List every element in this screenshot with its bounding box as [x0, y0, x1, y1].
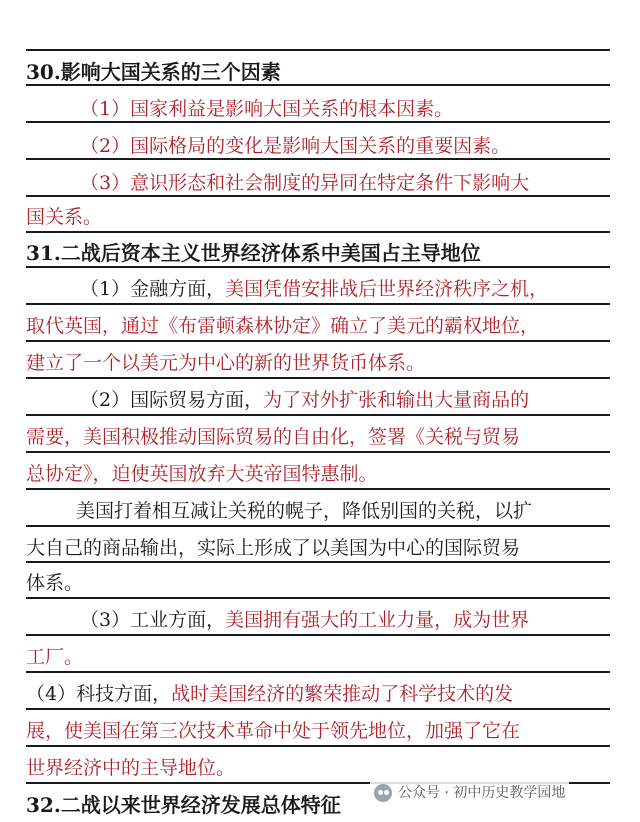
heading-32: 32.二战以来世界经济发展总体特征 — [26, 793, 341, 817]
text-segment: 战时美国经济的繁荣推动了科学技术的发 — [171, 683, 514, 705]
text-segment: 为了对外扩张和输出大量商品的 — [263, 389, 530, 411]
wechat-icon — [374, 784, 392, 802]
text-line: 需要，美国积极推动国际贸易的自由化，签署《关税与贸易 — [26, 426, 521, 448]
text-line: 大自己的商品输出，实际上形成了以美国为中心的国际贸易 — [26, 537, 521, 559]
text-segment: （3）工业方面， — [80, 609, 226, 631]
text-segment: （1）金融方面， — [80, 278, 226, 300]
heading-30: 30.影响大国关系的三个因素 — [26, 60, 281, 84]
text-line: （1）国家利益是影响大国关系的根本因素。 — [80, 98, 454, 120]
text-segment: （2）国际贸易方面， — [80, 389, 264, 411]
text-line: 国关系。 — [26, 206, 103, 228]
text-line: 总协定》，迫使英国放弃大英帝国特惠制。 — [26, 463, 378, 485]
text-segment: 美国拥有强大的工业力量，成为世界 — [225, 609, 530, 631]
watermark-text: 公众号 · 初中历史教学园地 — [398, 785, 566, 801]
text-line — [26, 272, 640, 306]
text-line: 工厂。 — [26, 646, 84, 668]
ruled-line — [26, 49, 610, 51]
text-line — [26, 383, 640, 417]
heading-31: 31.二战后资本主义世界经济体系中美国占主导地位 — [26, 241, 481, 265]
text-line: 美国打着相互减让关税的幌子，降低别国的关税，以扩 — [76, 500, 533, 522]
text-segment: （4）科技方面， — [26, 683, 172, 705]
text-line: （3）意识形态和社会制度的异同在特定条件下影响大 — [80, 172, 530, 194]
text-line: 建立了一个以美元为中心的新的世界货币体系。 — [26, 352, 426, 374]
text-line: 展，使美国在第三次技术革命中处于领先地位，加强了它在 — [26, 720, 521, 742]
text-line: 取代英国，通过《布雷顿森林协定》确立了美元的霸权地位， — [26, 315, 540, 337]
text-segment: 美国凭借安排战后世界经济秩序之机， — [225, 278, 549, 300]
text-line — [26, 677, 616, 711]
text-line: 体系。 — [26, 572, 84, 594]
text-line: （2）国际格局的变化是影响大国关系的重要因素。 — [80, 135, 511, 157]
text-line — [26, 603, 640, 637]
text-line: 世界经济中的主导地位。 — [26, 757, 236, 779]
watermark — [370, 780, 569, 806]
